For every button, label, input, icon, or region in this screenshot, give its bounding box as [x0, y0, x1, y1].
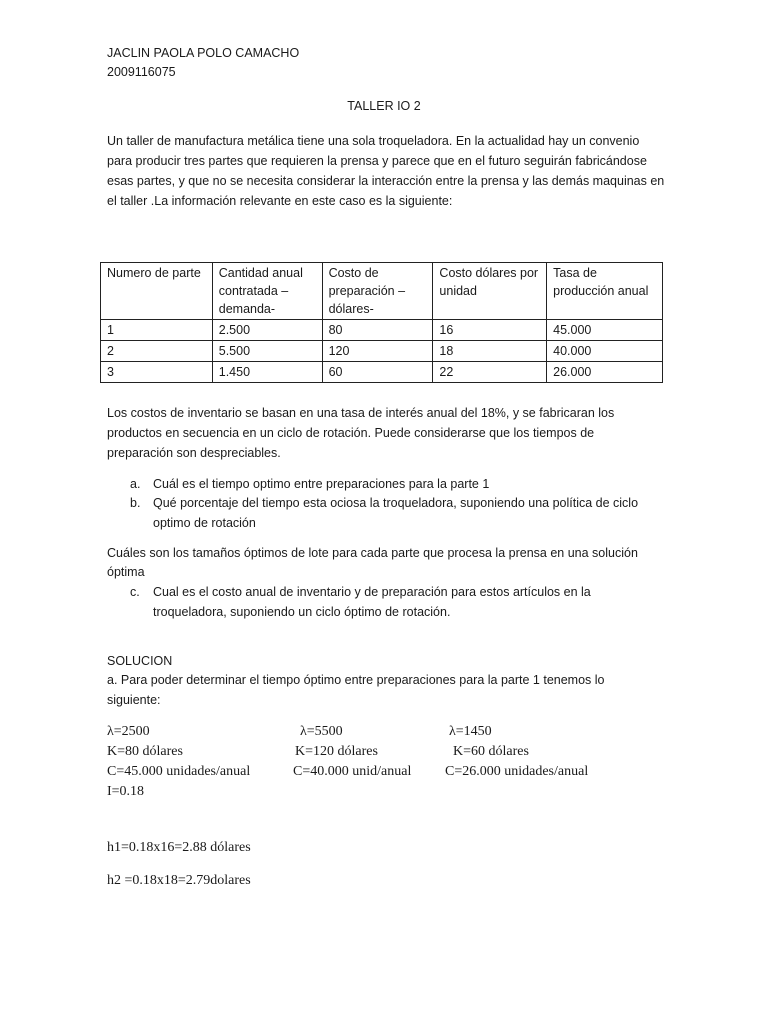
table-row: [101, 341, 663, 362]
parts-table: [100, 262, 663, 383]
question-text: troqueladora, suponiendo un ciclo óptimo de rotación.: [153, 605, 451, 619]
student-id: 2009116075: [107, 65, 176, 79]
param-k-2: K=120 dólares: [295, 744, 378, 759]
table-row: [101, 320, 663, 341]
table-cell: 5.500: [212, 341, 322, 362]
table-row: [101, 362, 663, 383]
header-cell: Tasa de producción anual: [547, 263, 663, 320]
lot-question-line: Cuáles son los tamaños óptimos de lote para cada parte que procesa la prensa en una solución: [107, 546, 638, 560]
param-c-2: C=40.000 unid/anual: [293, 764, 412, 779]
table-cell: 45.000: [547, 320, 663, 341]
solution-heading: SOLUCION: [107, 654, 173, 668]
param-k-3: K=60 dólares: [453, 744, 529, 759]
param-lambda-1: λ=2500: [107, 724, 150, 739]
table-cell: 120: [322, 341, 433, 362]
intro-line: Un taller de manufactura metálica tiene una sola troqueladora. En la actualidad hay un convenio: [107, 134, 640, 148]
table-header-row: [101, 263, 663, 320]
table-cell: 16: [433, 320, 547, 341]
table-cell: 40.000: [547, 341, 663, 362]
param-c-1: C=45.000 unidades/anual: [107, 764, 251, 779]
param-lambda-3: λ=1450: [449, 724, 492, 739]
intro-line: esas partes, y que no se necesita considerar la interacción entre la prensa y las demás maquinas en: [107, 174, 665, 188]
header-cell: Costo dólares por unidad: [433, 263, 547, 320]
inventory-line: Los costos de inventario se basan en una tasa de interés anual del 18%, y se fabricaran los: [107, 406, 615, 420]
param-c-3: C=26.000 unidades/anual: [445, 764, 589, 779]
question-text: Cuál es el tiempo optimo entre preparaciones para la parte 1: [153, 477, 490, 491]
param-lambda-2: λ=5500: [300, 724, 343, 739]
intro-paragraph: [107, 131, 667, 211]
table-cell: 80: [322, 320, 433, 341]
question-text: Qué porcentaje del tiempo esta ociosa la troqueladora, suponiendo una política de ciclo: [153, 496, 639, 510]
list-marker: c.: [130, 585, 140, 599]
table-cell: 60: [322, 362, 433, 383]
table-cell: 2.500: [212, 320, 322, 341]
question-text: Cual es el costo anual de inventario y de preparación para estos artículos en la: [153, 585, 591, 599]
question-c: [130, 583, 690, 619]
document-title: TALLER IO 2: [347, 99, 421, 113]
table-cell: 18: [433, 341, 547, 362]
header-cell: Costo de preparación – dólares-: [322, 263, 433, 320]
h1-equation: h1=0.18x16=2.88 dólares: [107, 840, 251, 855]
param-k-1: K=80 dólares: [107, 744, 183, 759]
header-cell: Cantidad anual contratada – demanda-: [212, 263, 322, 320]
intro-line: para producir tres partes que requieren la prensa y parece que en el futuro seguirán fabricándose: [107, 154, 647, 168]
header-cell: Numero de parte: [101, 263, 213, 320]
table-cell: 2: [101, 341, 213, 362]
table-cell: 1: [101, 320, 213, 341]
question-a: [130, 475, 690, 493]
author-name: JACLIN PAOLA POLO CAMACHO: [107, 46, 300, 60]
list-marker: b.: [130, 496, 141, 510]
table-cell: 26.000: [547, 362, 663, 383]
solution-intro-line: siguiente:: [107, 693, 161, 707]
question-text: optimo de rotación: [153, 516, 256, 530]
table-cell: 1.450: [212, 362, 322, 383]
list-marker: a.: [130, 477, 141, 491]
lot-question-line: óptima: [107, 565, 145, 579]
table-cell: 3: [101, 362, 213, 383]
intro-line: el taller .La información relevante en este caso es la siguiente:: [107, 194, 453, 208]
param-i: I=0.18: [107, 784, 145, 799]
inventory-line: preparación son despreciables.: [107, 446, 281, 460]
table-cell: 22: [433, 362, 547, 383]
solution-intro-line: a. Para poder determinar el tiempo óptimo entre preparaciones para la parte 1 tenemos lo: [107, 673, 605, 687]
h2-equation: h2 =0.18x18=2.79dolares: [107, 873, 251, 888]
inventory-paragraph: [107, 403, 667, 463]
question-b: [130, 494, 690, 530]
inventory-line: productos en secuencia en un ciclo de rotación. Puede considerarse que los tiempos de: [107, 426, 595, 440]
